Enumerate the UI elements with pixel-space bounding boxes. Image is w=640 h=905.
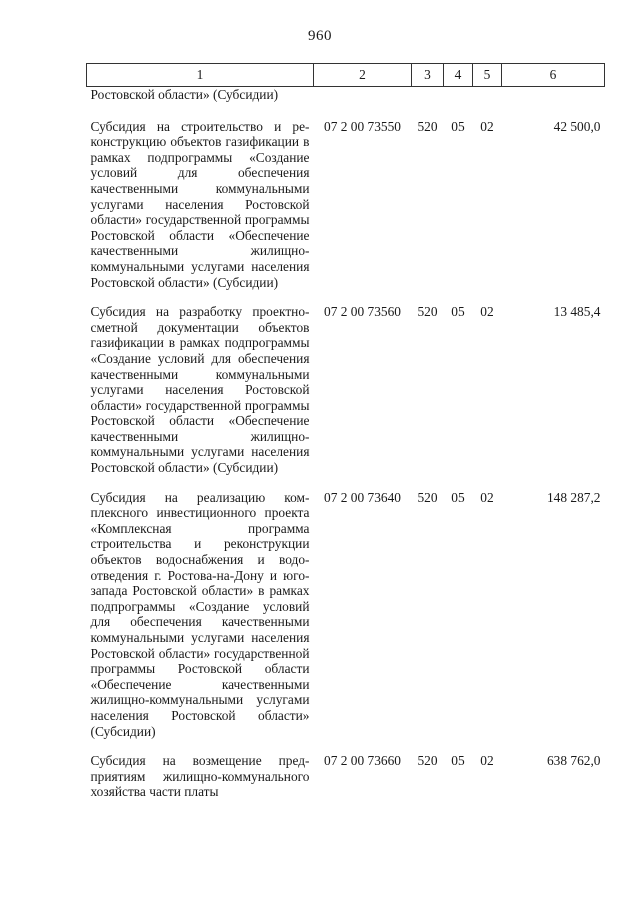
table-row [87,476,605,740]
row-code: 07 2 00 73550 [324,118,401,134]
row-amount: 13 485,4 [553,304,601,320]
row-description: Субсидия на реализацию комплексного инвестиционного проекта «Комплексная программа строительства и реконструкции объектов водоснабжения и водоотведения г. Ростова-на-Дону и юго-запада Ростовской области» в рамках подпрограммы «Создание условий для обеспечения качественными коммунальными услугами населения Ростовской области» государственной программы Ростовской области «Обеспечение качественными жилищно-коммунальными услугами населения Ростовской области» (Субсидии) [90,489,310,739]
row-description: Субсидия на разработку проектно-сметной документации объектов газификации в рамках подпрограммы «Создание условий для обеспечения качественными коммунальными услугами населения Ростовской области» государственной программы Ростовской области «Обеспечение качественными жилищно-коммунальными услугами населения Ростовской области» (Субсидии) [90,304,310,476]
table-row [87,739,605,800]
header-col-1: 1 [87,64,314,87]
row-description: Субсидия на строительство и реконструкцию объектов газификации в рамках подпрограммы «Создание условий для обеспечения качественными коммунальными услугами населения Ростовской области» государственной программы Ростовской области «Обеспечение качественными жилищно-коммунальными услугами населения Ростовской области» (Субсидии) [90,118,310,290]
row-code: 07 2 00 73640 [324,489,401,505]
header-col-6: 6 [502,64,605,87]
page-number: 960 [308,28,332,44]
row-col4: 05 [451,118,465,134]
row-amount: 42 500,0 [553,118,601,134]
table-row [87,105,605,291]
header-col-4: 4 [444,64,473,87]
row-col4: 05 [451,753,465,769]
row-description: Субсидия на возмещение предприятиям жилищно-коммунального хозяйства части платы [90,753,310,800]
row-col3: 520 [417,753,438,769]
row-description: Ростовской области» (Субсидии) [90,87,279,102]
table-row [87,290,605,476]
header-col-2: 2 [314,64,412,87]
header-col-3: 3 [412,64,444,87]
budget-table [86,63,605,800]
header-col-5: 5 [473,64,502,87]
row-amount: 148 287,2 [546,489,601,505]
row-col5: 02 [480,753,494,769]
row-col3: 520 [417,118,438,134]
row-col3: 520 [417,489,438,505]
row-code: 07 2 00 73560 [324,304,401,320]
row-col4: 05 [451,304,465,320]
row-amount: 638 762,0 [546,753,601,769]
row-code: 07 2 00 73660 [324,753,401,769]
row-col5: 02 [480,304,494,320]
table-row-continuation [87,87,605,105]
row-col4: 05 [451,489,465,505]
row-col3: 520 [417,304,438,320]
row-col5: 02 [480,489,494,505]
table-header [87,64,605,87]
row-col5: 02 [480,118,494,134]
